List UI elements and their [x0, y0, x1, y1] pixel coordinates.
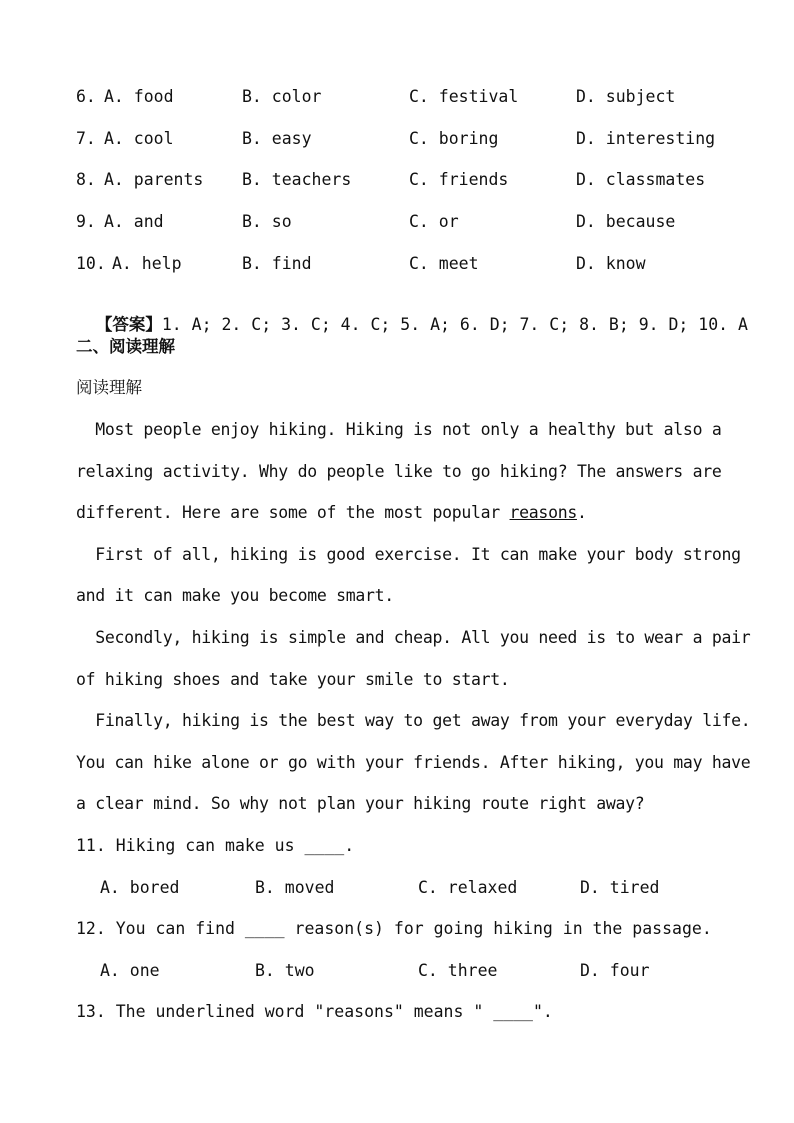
answer-text: 1. A; 2. C; 3. C; 4. C; 5. A; 6. D; 7. C; 8. B; 9. D; 10. A — [161, 315, 748, 334]
option-d: D. classmates — [576, 170, 706, 189]
option-c: C. relaxed — [418, 878, 518, 897]
passage-line — [76, 503, 587, 523]
passage-line: Finally, hiking is the best way to get away from your everyday life. — [76, 711, 751, 730]
passage-line: of hiking shoes and take your smile to start. — [76, 670, 510, 689]
option-d: D. tired — [580, 878, 660, 897]
option-a: A. help — [112, 254, 182, 273]
option-b: B. teachers — [242, 170, 352, 189]
option-c: C. festival — [409, 87, 519, 106]
option-b: B. two — [255, 961, 315, 980]
option-d: D. four — [580, 961, 650, 980]
option-c: C. or — [409, 212, 459, 231]
passage-line: and it can make you become smart. — [76, 586, 394, 605]
option-a: A. one — [100, 961, 160, 980]
passage-line: Most people enjoy hiking. Hiking is not only a healthy but also a — [76, 420, 722, 439]
option-c: C. three — [418, 961, 498, 980]
underlined-word: reasons — [509, 503, 577, 522]
option-a: A. and — [104, 212, 164, 231]
question-number: 6. — [76, 87, 96, 106]
option-d: D. know — [576, 254, 646, 273]
question-stem: 13. The underlined word "reasons" means " ____". — [76, 1002, 553, 1021]
option-c: C. friends — [409, 170, 509, 189]
question-number: 7. — [76, 129, 96, 148]
answer-key — [76, 295, 748, 335]
option-b: B. moved — [255, 878, 335, 897]
option-b: B. color — [242, 87, 322, 106]
passage-line: Secondly, hiking is simple and cheap. All you need is to wear a pair — [76, 628, 751, 647]
option-b: B. easy — [242, 129, 312, 148]
question-number: 10. — [76, 254, 106, 273]
option-b: B. so — [242, 212, 292, 231]
passage-line: a clear mind. So why not plan your hiking route right away? — [76, 794, 645, 813]
option-d: D. interesting — [576, 129, 716, 148]
passage-line: First of all, hiking is good exercise. It can make your body strong — [76, 545, 741, 564]
passage-line: You can hike alone or go with your friends. After hiking, you may have — [76, 753, 751, 772]
question-stem: 12. You can find ____ reason(s) for going hiking in the passage. — [76, 919, 712, 938]
section-subtitle: 阅读理解 — [76, 378, 142, 397]
option-d: D. subject — [576, 87, 676, 106]
option-a: A. food — [104, 87, 174, 106]
passage-line: relaxing activity. Why do people like to go hiking? The answers are — [76, 462, 722, 481]
option-c: C. boring — [409, 129, 499, 148]
answer-label: 【答案】 — [95, 315, 162, 334]
option-b: B. find — [242, 254, 312, 273]
question-number: 8. — [76, 170, 96, 189]
passage-text: . — [576, 503, 587, 522]
option-a: A. parents — [104, 170, 204, 189]
option-c: C. meet — [409, 254, 479, 273]
option-a: A. bored — [100, 878, 180, 897]
question-stem: 11. Hiking can make us ____. — [76, 836, 355, 855]
section-title: 二、阅读理解 — [76, 337, 175, 356]
option-a: A. cool — [104, 129, 174, 148]
option-d: D. because — [576, 212, 676, 231]
question-number: 9. — [76, 212, 96, 231]
passage-text: different. Here are some of the most popular — [76, 503, 510, 522]
